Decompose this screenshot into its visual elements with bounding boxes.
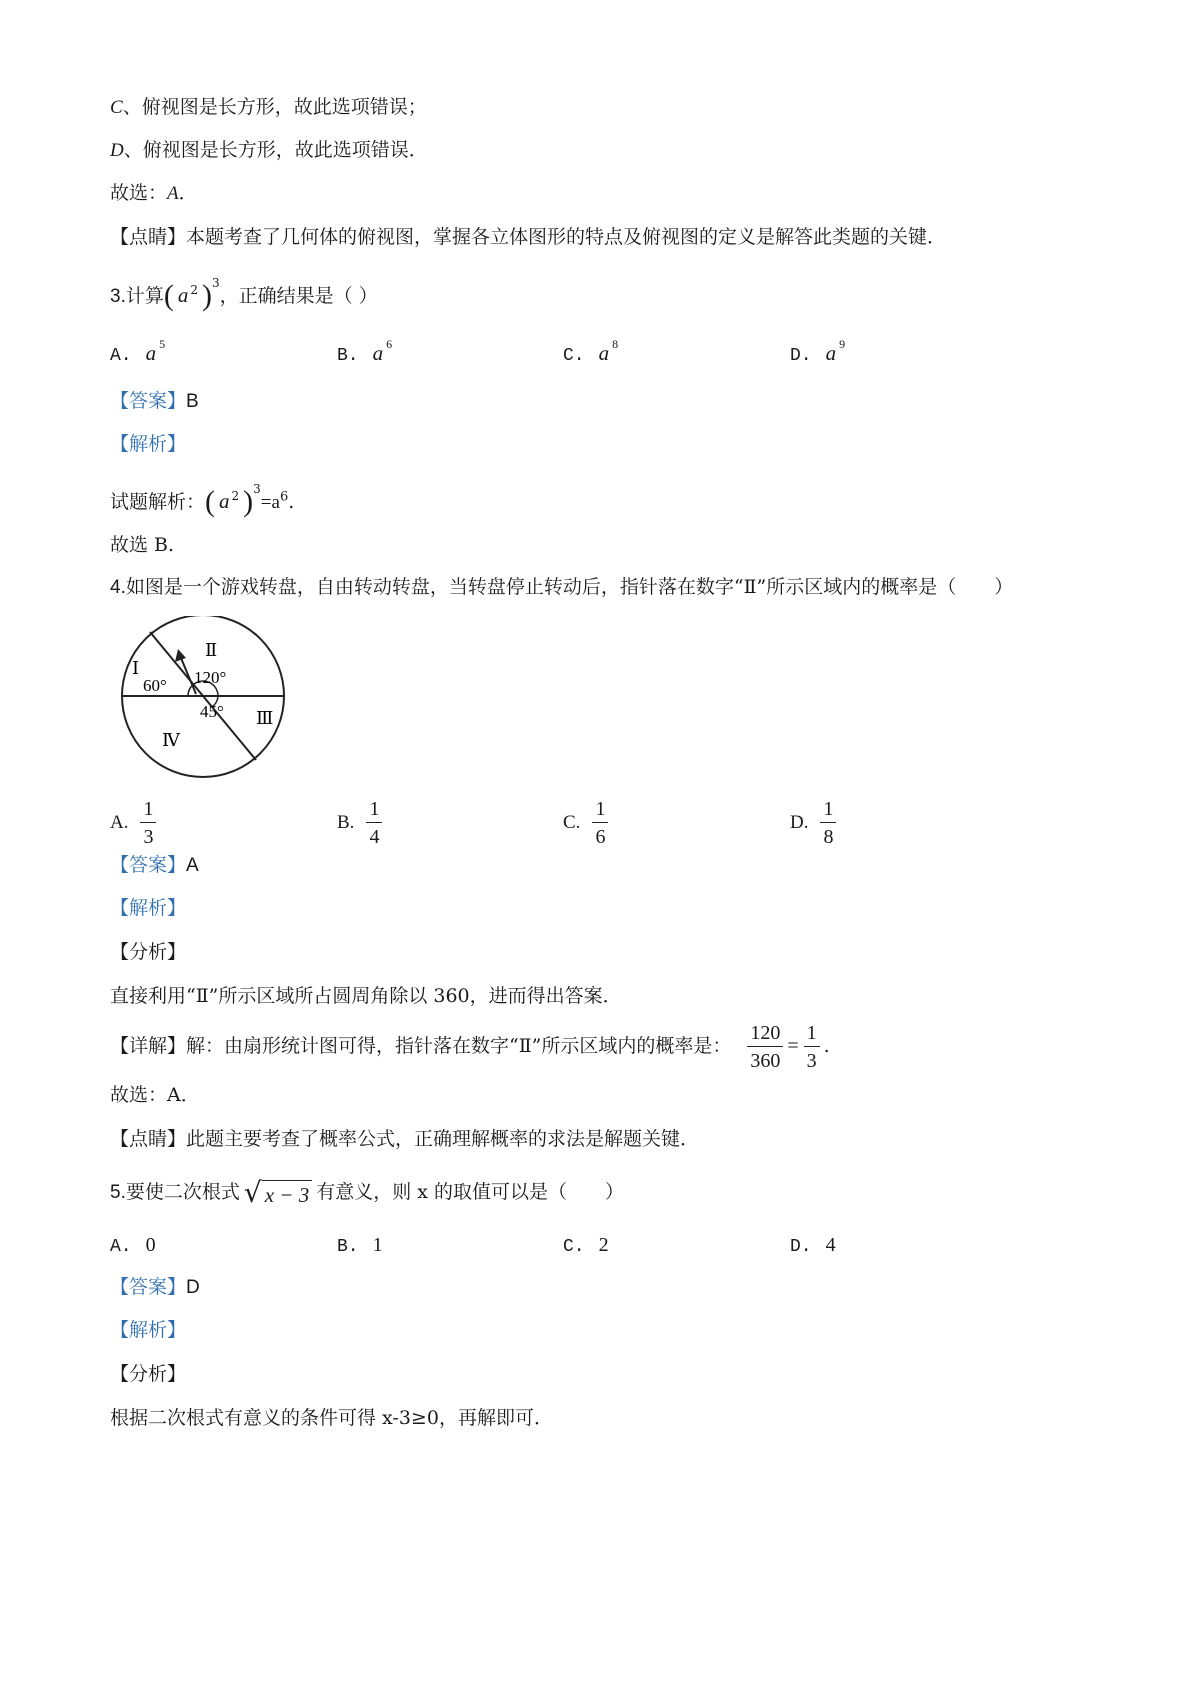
right-paren: ) bbox=[243, 485, 254, 518]
choose-end: ． bbox=[178, 182, 198, 204]
fenxi-text: 直接利用“Ⅱ”所示区域所占圆周角除以 360，进而得出答案． bbox=[110, 985, 622, 1007]
q3-option-c[interactable] bbox=[563, 328, 618, 376]
option-c-text: 、俯视图是长方形，故此选项错误； bbox=[122, 96, 427, 118]
analysis-tag: 【解析】 bbox=[110, 433, 187, 455]
q4-analysis-header bbox=[110, 893, 186, 923]
choose-label: 故选： bbox=[110, 182, 168, 204]
question-3 bbox=[110, 270, 378, 317]
q4-option-b[interactable] bbox=[337, 796, 382, 849]
square-root-expression: √ x − 3 bbox=[244, 1179, 312, 1207]
region-label-ii: Ⅱ bbox=[205, 640, 218, 660]
equals-sign: = bbox=[787, 1035, 799, 1057]
choose-value: A bbox=[167, 183, 179, 204]
q5-fenxi-text bbox=[110, 1403, 553, 1433]
question-4 bbox=[110, 572, 1013, 603]
q4-option-c[interactable] bbox=[563, 796, 608, 849]
question-5 bbox=[110, 1172, 624, 1213]
fenxi-tag: 【分析】 bbox=[110, 1363, 187, 1385]
q4-option-d[interactable] bbox=[790, 796, 836, 849]
power-base: a bbox=[177, 283, 189, 307]
option-c-explanation bbox=[110, 92, 427, 123]
option-c-letter: C bbox=[110, 97, 123, 118]
analysis-tag: 【解析】 bbox=[110, 1319, 187, 1341]
q4-fenxi-text bbox=[110, 981, 622, 1011]
q4-fenxi-header bbox=[110, 937, 186, 967]
fenxi-text: 根据二次根式有意义的条件可得 x-3≥0，再解即可． bbox=[110, 1407, 553, 1429]
question-lead: 要使二次根式 bbox=[125, 1181, 240, 1203]
choose-text: 故选 B. bbox=[110, 534, 175, 556]
solution-lead: 试题解析： bbox=[110, 491, 206, 513]
choose-line-q2 bbox=[110, 178, 198, 209]
option-letter: A. bbox=[110, 812, 129, 833]
angle-label-60: 60° bbox=[143, 676, 167, 695]
fenxi-tag: 【分析】 bbox=[110, 941, 187, 963]
option-value: 1 bbox=[372, 1234, 383, 1256]
inner-exponent: 2 bbox=[231, 489, 240, 503]
answer-tag: 【答案】 bbox=[110, 854, 187, 876]
q5-analysis-header bbox=[110, 1315, 186, 1345]
q3-solution bbox=[110, 476, 294, 523]
q3-answer bbox=[110, 386, 199, 417]
outer-exponent: 3 bbox=[253, 481, 261, 496]
question-tail: 有意义，则 x 的取值可以是（ ） bbox=[316, 1181, 625, 1203]
q5-option-b[interactable] bbox=[337, 1225, 383, 1267]
dianjing-tag: 【点睛】 bbox=[110, 1128, 187, 1150]
option-fraction: $\frac{1}{4}$ bbox=[366, 797, 382, 849]
q3-option-b[interactable] bbox=[337, 328, 392, 376]
q3-analysis-header bbox=[110, 429, 186, 459]
xiangjie-tag: 【详解】 bbox=[110, 1035, 187, 1057]
q5-fenxi-header bbox=[110, 1359, 186, 1389]
solution-result: =a bbox=[260, 492, 280, 513]
xiangjie-text: 解：由扇形统计图可得，指针落在数字“Ⅱ”所示区域内的概率是： bbox=[186, 1035, 732, 1057]
option-value: a $^8$ bbox=[598, 337, 619, 365]
solution-end: . bbox=[288, 491, 295, 513]
q4-choose bbox=[110, 1080, 200, 1110]
analysis-tag: 【解析】 bbox=[110, 897, 187, 919]
option-value: a $^9$ bbox=[825, 337, 846, 365]
answer-tag: 【答案】 bbox=[110, 390, 187, 412]
answer-value: A bbox=[186, 855, 199, 876]
region-label-i: Ⅰ bbox=[132, 658, 140, 678]
dianjing-text: 本题考查了几何体的俯视图，掌握各立体图形的特点及俯视图的定义是解答此类题的关键． bbox=[186, 226, 947, 248]
question-lead: 计算 bbox=[125, 285, 164, 307]
q3-options bbox=[110, 328, 1070, 368]
option-letter: D. bbox=[790, 812, 809, 833]
q3-choose bbox=[110, 530, 174, 560]
question-number: 5. bbox=[110, 1182, 126, 1203]
left-paren: ( bbox=[163, 279, 174, 312]
option-d-letter: D bbox=[110, 140, 124, 161]
option-letter: A. bbox=[110, 346, 132, 366]
fraction-120-360: $\frac{120}{360}$ bbox=[747, 1021, 783, 1073]
dianjing-q2 bbox=[110, 222, 946, 252]
option-value: a $^5$ bbox=[145, 337, 166, 365]
region-label-iii: Ⅲ bbox=[256, 708, 274, 728]
q5-option-c[interactable] bbox=[563, 1225, 609, 1267]
q4-xiangjie bbox=[110, 1018, 830, 1074]
question-number: 3. bbox=[110, 286, 126, 307]
question-number: 4. bbox=[110, 577, 126, 598]
option-letter: C. bbox=[563, 1237, 585, 1257]
angle-label-45: 45° bbox=[200, 702, 224, 721]
outer-exponent: 3 bbox=[212, 275, 220, 290]
option-value: 2 bbox=[598, 1234, 609, 1256]
answer-tag: 【答案】 bbox=[110, 1276, 187, 1298]
q4-option-a[interactable] bbox=[110, 796, 156, 849]
answer-value: B bbox=[186, 391, 199, 412]
q5-option-d[interactable] bbox=[790, 1225, 836, 1267]
option-letter: D. bbox=[790, 1237, 812, 1257]
angle-label-120: 120° bbox=[194, 668, 227, 687]
option-value: a $^6$ bbox=[372, 337, 393, 365]
right-paren: ) bbox=[202, 279, 213, 312]
option-letter: B. bbox=[337, 812, 355, 833]
option-d-explanation bbox=[110, 135, 428, 166]
power-base: a bbox=[219, 489, 230, 513]
left-paren: ( bbox=[205, 485, 216, 518]
choose-text: 故选：A． bbox=[110, 1084, 200, 1106]
answer-value: D bbox=[186, 1277, 200, 1298]
solution-exponent: 6 bbox=[279, 489, 289, 505]
option-letter: C. bbox=[563, 812, 581, 833]
option-letter: B. bbox=[337, 346, 359, 366]
option-letter: D. bbox=[790, 346, 812, 366]
option-d-text: 、俯视图是长方形，故此选项错误． bbox=[123, 139, 428, 161]
q3-option-d[interactable] bbox=[790, 328, 845, 376]
option-fraction: $\frac{1}{8}$ bbox=[820, 797, 836, 849]
fraction-1-3: $\frac{1}{3}$ bbox=[804, 1021, 820, 1073]
question-text: 如图是一个游戏转盘，自由转动转盘，当转盘停止转动后，指针落在数字“Ⅱ”所示区域内的概率是（ ） bbox=[125, 576, 1014, 598]
region-label-iv: Ⅳ bbox=[162, 730, 180, 750]
dianjing-text: 此题主要考查了概率公式，正确理解概率的求法是解题关键． bbox=[186, 1128, 700, 1150]
q4-options bbox=[110, 796, 1070, 848]
pointer-arrowhead bbox=[175, 649, 186, 662]
option-value: 0 bbox=[145, 1234, 156, 1256]
option-letter: B. bbox=[337, 1237, 359, 1257]
q4-dianjing bbox=[110, 1124, 699, 1154]
q5-option-a[interactable] bbox=[110, 1225, 156, 1267]
option-letter: C. bbox=[563, 346, 585, 366]
spinner-figure bbox=[108, 616, 298, 786]
inner-exponent: 2 bbox=[190, 283, 199, 297]
q3-option-a[interactable] bbox=[110, 328, 165, 376]
q4-answer bbox=[110, 850, 199, 881]
option-fraction: $\frac{1}{3}$ bbox=[140, 797, 156, 849]
dianjing-tag: 【点睛】 bbox=[110, 226, 187, 248]
xiangjie-end: . bbox=[823, 1035, 830, 1057]
option-letter: A. bbox=[110, 1237, 132, 1257]
option-fraction: $\frac{1}{6}$ bbox=[592, 797, 608, 849]
question-tail: ，正确结果是（ ） bbox=[219, 285, 378, 307]
q5-answer bbox=[110, 1272, 200, 1303]
q5-options bbox=[110, 1225, 1070, 1265]
option-value: 4 bbox=[825, 1234, 836, 1256]
